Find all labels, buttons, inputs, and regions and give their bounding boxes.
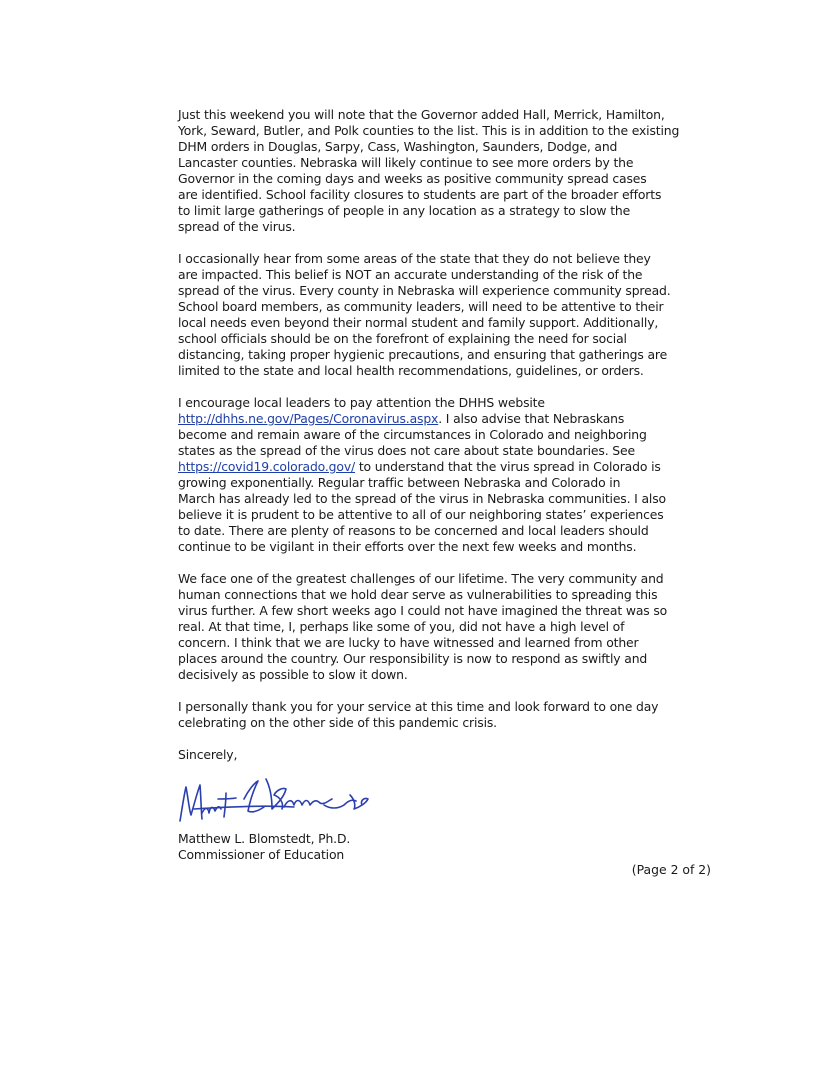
text-line (178, 411, 723, 427)
text-line: become and remain aware of the circumstances in Colorado and neighboring (178, 427, 647, 442)
text-segment: to understand that the virus spread in Colorado is (355, 459, 661, 474)
signer-title: Commissioner of Education (178, 847, 345, 862)
paragraph-impact (178, 251, 723, 379)
signer-name: Matthew L. Blomstedt, Ph.D. (178, 831, 351, 846)
paragraph-challenges (178, 571, 723, 683)
paragraph-resources (178, 395, 723, 555)
text-line: DHM orders in Douglas, Sarpy, Cass, Washington, Saunders, Dodge, and (178, 139, 618, 154)
text-line: March has already led to the spread of the virus in Nebraska communities. I also (178, 491, 666, 506)
text-line: school officials should be on the forefront of explaining the need for social (178, 331, 627, 346)
text-line: human connections that we hold dear serve as vulnerabilities to spreading this (178, 587, 658, 602)
page-number: (Page 2 of 2) (631, 862, 711, 877)
text-line: We face one of the greatest challenges of our lifetime. The very community and (178, 571, 664, 586)
text-line: decisively as possible to slow it down. (178, 667, 408, 682)
text-line: concern. I think that we are lucky to have witnessed and learned from other (178, 635, 639, 650)
letter-body (178, 107, 723, 863)
text-line: are identified. School facility closures to students are part of the broader efforts (178, 187, 662, 202)
paragraph-thanks (178, 699, 723, 731)
text-line: to limit large gatherings of people in any location as a strategy to slow the (178, 203, 631, 218)
text-line: real. At that time, I, perhaps like some of you, did not have a high level of (178, 619, 625, 634)
text-line: Just this weekend you will note that the Governor added Hall, Merrick, Hamilton, (178, 107, 665, 122)
text-line: states as the spread of the virus does not care about state boundaries. See (178, 443, 635, 458)
text-line: growing exponentially. Regular traffic between Nebraska and Colorado in (178, 475, 621, 490)
text-line: Governor in the coming days and weeks as positive community spread cases (178, 171, 647, 186)
text-line: to date. There are plenty of reasons to be concerned and local leaders should (178, 523, 649, 538)
text-line: distancing, taking proper hygienic precautions, and ensuring that gatherings are (178, 347, 668, 362)
signer-block (178, 831, 723, 863)
closing-salutation: Sincerely, (178, 747, 238, 762)
text-line: continue to be vigilant in their efforts over the next few weeks and months. (178, 539, 637, 554)
paragraph-counties (178, 107, 723, 235)
colorado-covid-link[interactable]: https://covid19.colorado.gov/ (178, 459, 356, 474)
text-line: limited to the state and local health recommendations, guidelines, or orders. (178, 363, 644, 378)
text-line: believe it is prudent to be attentive to all of our neighboring states’ experiences (178, 507, 664, 522)
text-line: local needs even beyond their normal student and family support. Additionally, (178, 315, 659, 330)
text-line (178, 459, 723, 475)
text-line: spread of the virus. (178, 219, 296, 234)
dhhs-website-link[interactable]: http://dhhs.ne.gov/Pages/Coronavirus.aspx (178, 411, 439, 426)
text-segment: . I also advise that Nebraskans (438, 411, 625, 426)
text-line: I encourage local leaders to pay attention the DHHS website (178, 395, 545, 410)
text-line: School board members, as community leaders, will need to be attentive to their (178, 299, 664, 314)
text-line: I personally thank you for your service at this time and look forward to one day (178, 699, 659, 714)
text-line: spread of the virus. Every county in Nebraska will experience community spread. (178, 283, 671, 298)
text-line: York, Seward, Butler, and Polk counties to the list. This is in addition to the existing (178, 123, 680, 138)
text-line: are impacted. This belief is NOT an accurate understanding of the risk of the (178, 267, 643, 282)
text-line: I occasionally hear from some areas of the state that they do not believe they (178, 251, 651, 266)
text-line: celebrating on the other side of this pandemic crisis. (178, 715, 497, 730)
text-line: places around the country. Our responsibility is now to respond as swiftly and (178, 651, 648, 666)
signature-image (174, 769, 384, 829)
text-line: virus further. A few short weeks ago I could not have imagined the threat was so (178, 603, 668, 618)
text-line: Lancaster counties. Nebraska will likely continue to see more orders by the (178, 155, 634, 170)
